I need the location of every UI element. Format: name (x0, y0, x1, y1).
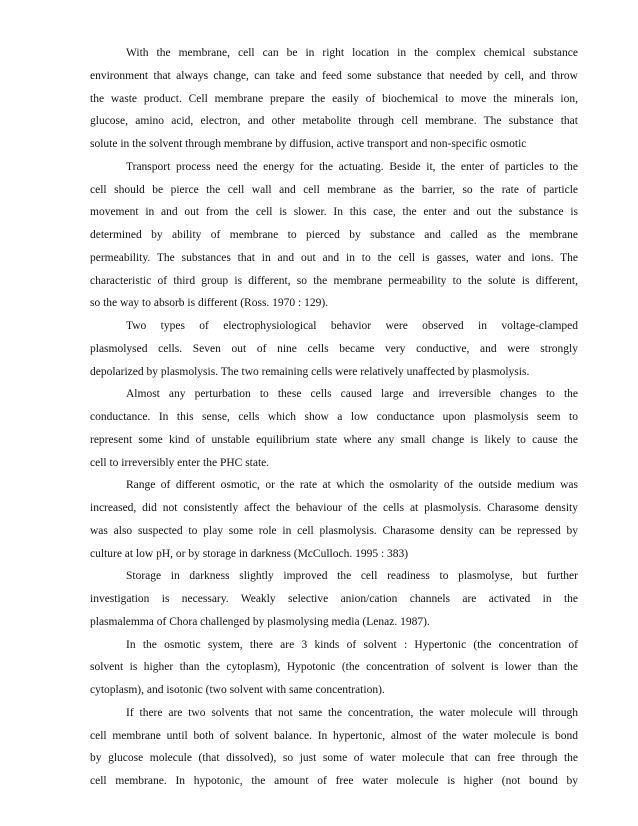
text-line: plasmolysed cells. Seven out of nine cells became very conductive, and were strongly (90, 342, 578, 355)
text-line: In the osmotic system, there are 3 kinds of solvent : Hypertonic (the concentration of (126, 638, 578, 651)
text-line: the waste product. Cell membrane prepare the easily of biochemical to move the minerals ion, (90, 92, 578, 105)
text-line: cell membrane until both of solvent balance. In hypertonic, almost of the water molecule is bond (90, 729, 578, 742)
text-line: Almost any perturbation to these cells caused large and irreversible changes to the (126, 388, 578, 401)
text-line: permeability. The substances that in and out and in to the cell is gasses, water and ions. The (90, 251, 578, 264)
text-line: so the way to absorb is different (Ross. 1970 : 129). (90, 297, 329, 310)
text-line: culture at low pH, or by storage in darkness (McCulloch. 1995 : 383) (90, 547, 409, 560)
text-line: increased, did not consistently affect the behaviour of the cells at plasmolysis. Charasome density (90, 502, 578, 514)
text-line: represent some kind of unstable equilibrium state where any small change is likely to cause the (90, 433, 578, 446)
text-line: cell membrane. In hypotonic, the amount of free water molecule is higher (not bound by (90, 775, 578, 787)
text-line: solvent is higher than the cytoplasm), Hypotonic (the concentration of solvent is lower than the (90, 661, 578, 674)
text-line: was also suspected to play some role in cell plasmolysis. Charasome density can be repressed by (90, 524, 578, 537)
text-line: movement in and out from the cell is slower. In this case, the enter and out the substance is (90, 206, 578, 219)
text-line: Range of different osmotic, or the rate at which the osmolarity of the outside medium was (126, 479, 578, 492)
text-line: conductance. In this sense, cells which show a low conductance upon plasmolysis seem to (90, 411, 578, 423)
text-line: environment that always change, can take and feed some substance that needed by cell, and throw (90, 69, 578, 82)
text-line: determined by ability of membrane to pierced by substance and called as the membrane (90, 229, 578, 241)
body-text (90, 42, 578, 793)
text-line: investigation is necessary. Weakly selective anion/cation channels are activated in the (90, 593, 578, 605)
text-line: Storage in darkness slightly improved the cell readiness to plasmolyse, but further (126, 570, 578, 583)
text-line: glucose, amino acid, electron, and other metabolite through cell membrane. The substance that (90, 115, 578, 128)
text-line: plasmalemma of Chora challenged by plasmolysing media (Lenaz. 1987). (90, 615, 430, 628)
text-line: With the membrane, cell can be in right location in the complex chemical substance (126, 47, 578, 59)
text-line: by glucose molecule (that dissolved), so just some of water molecule that can free through the (90, 752, 578, 765)
text-line: Transport process need the energy for the actuating. Beside it, the enter of particles to the (126, 160, 578, 173)
text-line: cell should be pierce the cell wall and cell membrane as the barrier, so the rate of particle (90, 183, 578, 196)
text-line: solute in the solvent through membrane by diffusion, active transport and non-specific osmotic (90, 138, 527, 150)
text-line: depolarized by plasmolysis. The two remaining cells were relatively unaffected by plasmolysis. (90, 365, 530, 378)
text-line: cytoplasm), and isotonic (two solvent with same concentration). (90, 684, 385, 696)
text-line: If there are two solvents that not same the concentration, the water molecule will through (126, 706, 578, 719)
text-line: Two types of electrophysiological behavior were observed in voltage-clamped (126, 320, 578, 332)
text-line: characteristic of third group is different, so the membrane permeability to the solute is different, (90, 274, 578, 287)
text-line: cell to irreversibly enter the PHC state. (90, 456, 270, 469)
